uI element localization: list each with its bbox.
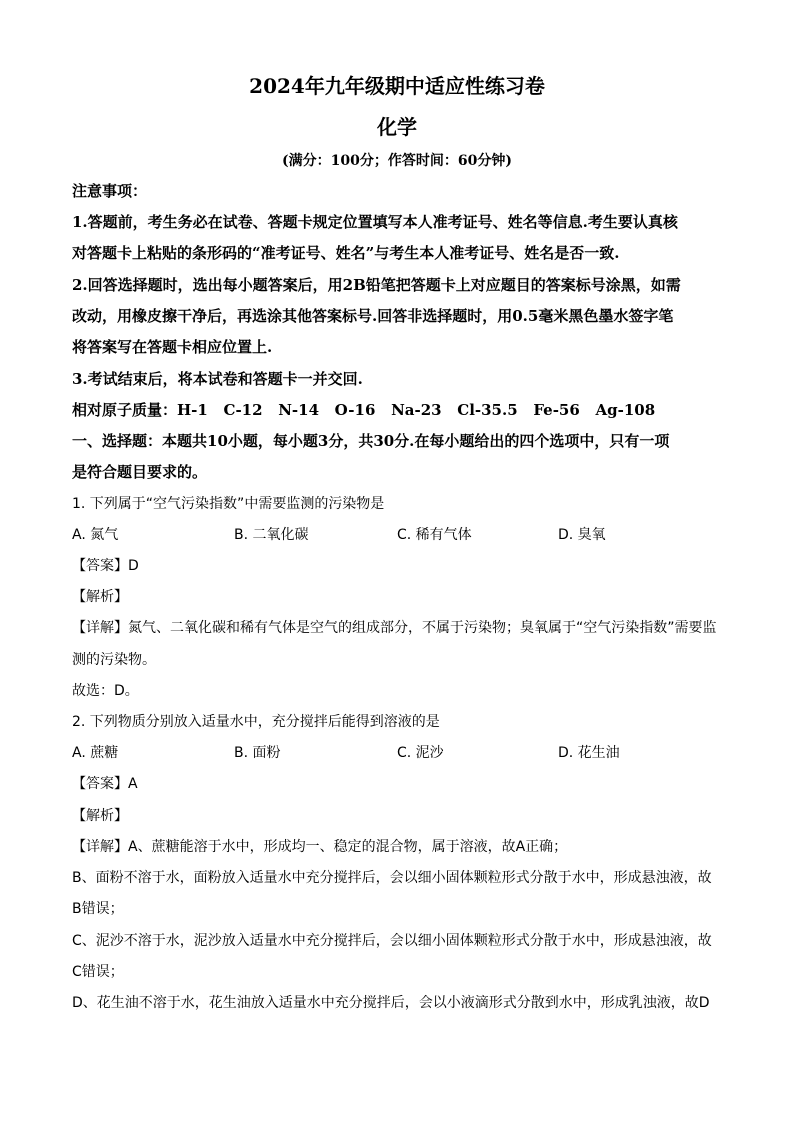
note-3: 3.考试结束后，将本试卷和答题卡一并交回. <box>72 370 363 388</box>
q2-analysis-label: 【解析】 <box>72 808 128 824</box>
q1-detail-line-2: 测的污染物。 <box>72 652 156 668</box>
note-2-line-3: 将答案写在答题卡相应位置上. <box>72 338 273 356</box>
atomic-mass-line: 相对原子质量：H-1 C-12 N-14 O-16 Na-23 Cl-35.5 Fe-56 Ag-108 <box>72 401 656 419</box>
subject-title: 化学 <box>377 115 417 139</box>
q1-answer: 【答案】D <box>72 558 139 574</box>
q2-detail-d-line-1: D、花生油不溶于水，花生油放入适量水中充分搅拌后，会以小液滴形式分散到水中，形成乳浊液，故D <box>72 995 710 1011</box>
q1-choice: 故选：D。 <box>72 683 139 699</box>
q2-detail-b-line-1: B、面粉不溶于水，面粉放入适量水中充分搅拌后，会以细小固体颗粒形式分散于水中，形成悬浊液，故 <box>72 870 712 886</box>
q1-stem: 1. 下列属于“空气污染指数”中需要监测的污染物是 <box>72 496 385 512</box>
q1-option-a: A. 氮气 <box>72 527 119 543</box>
q2-option-a: A. 蔗糖 <box>72 745 119 761</box>
q2-option-c: C. 泥沙 <box>397 745 444 761</box>
q1-detail-line-1: 【详解】氮气、二氧化碳和稀有气体是空气的组成部分，不属于污染物；臭氧属于“空气污染指数”需要监 <box>72 620 717 636</box>
q1-analysis-label: 【解析】 <box>72 589 128 605</box>
note-2-line-2: 改动，用橡皮擦干净后，再选涂其他答案标号.回答非选择题时，用0.5毫米黑色墨水签字笔 <box>72 307 674 325</box>
q1-option-b: B. 二氧化碳 <box>234 527 309 543</box>
note-1-line-2: 对答题卡上粘贴的条形码的“准考证号、姓名”与考生本人准考证号、姓名是否一致. <box>72 244 620 262</box>
exam-title: 2024年九年级期中适应性练习卷 <box>249 74 545 98</box>
note-1-line-1: 1.答题前，考生务必在试卷、答题卡规定位置填写本人准考证号、姓名等信息.考生要认真核 <box>72 213 678 231</box>
q2-detail-c-line-1: C、泥沙不溶于水，泥沙放入适量水中充分搅拌后，会以细小固体颗粒形式分散于水中，形成悬浊液，故 <box>72 933 712 949</box>
exam-meta: (满分：100分；作答时间：60分钟) <box>282 153 512 169</box>
q2-detail-a: 【详解】A、蔗糖能溶于水中，形成均一、稳定的混合物，属于溶液，故A正确； <box>72 839 568 855</box>
notes-heading: 注意事项： <box>72 182 148 200</box>
q2-detail-b-line-2: B错误； <box>72 901 124 917</box>
q2-detail-c-line-2: C错误； <box>72 964 124 980</box>
q2-answer: 【答案】A <box>72 776 138 792</box>
q1-option-d: D. 臭氧 <box>558 527 606 543</box>
section-1-line-2: 是符合题目要求的。 <box>72 463 208 481</box>
note-2-line-1: 2.回答选择题时，选出每小题答案后，用2B铅笔把答题卡上对应题目的答案标号涂黑，如需 <box>72 276 681 294</box>
q1-option-c: C. 稀有气体 <box>397 527 472 543</box>
q2-option-b: B. 面粉 <box>234 745 281 761</box>
section-1-line-1: 一、选择题：本题共10小题，每小题3分，共30分.在每小题给出的四个选项中，只有一项 <box>72 432 670 450</box>
q2-stem: 2. 下列物质分别放入适量水中，充分搅拌后能得到溶液的是 <box>72 714 440 730</box>
q2-option-d: D. 花生油 <box>558 745 620 761</box>
